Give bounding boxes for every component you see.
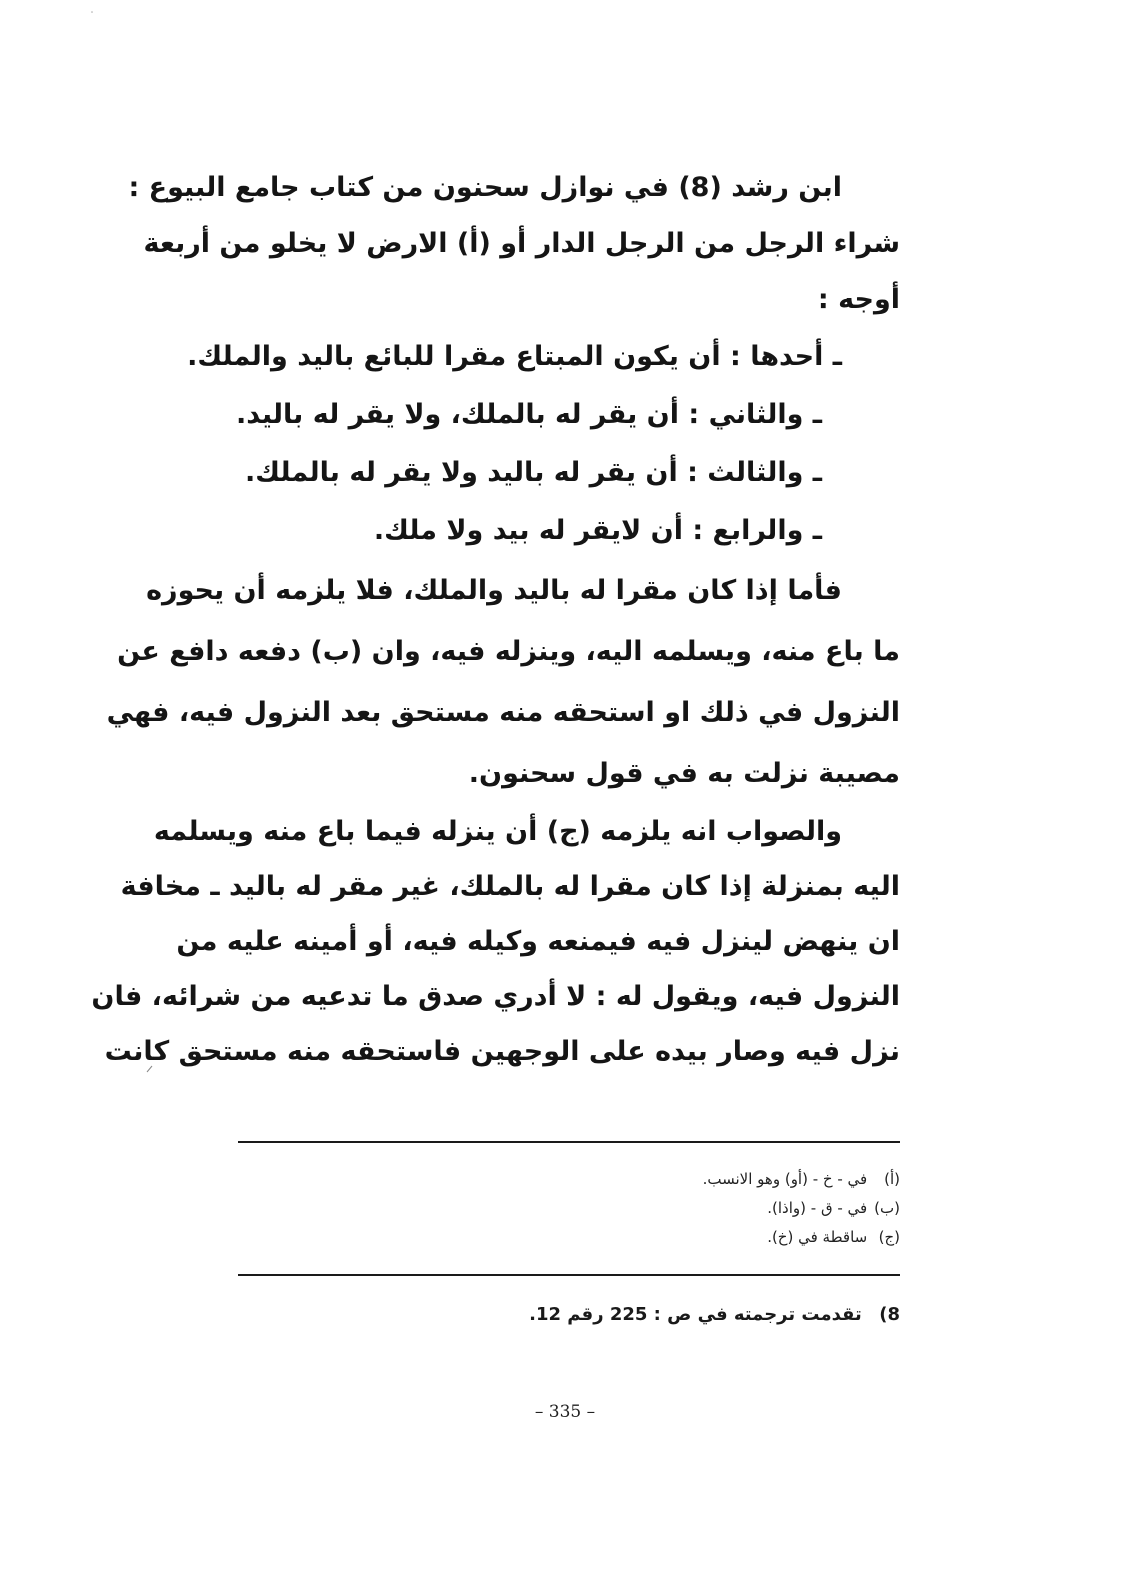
note-text: ساقطة في (خ).: [767, 1228, 868, 1246]
text-line: نزل فيه وصار بيده على الوجهين فاستحقه منه مستحق كانت: [104, 1036, 900, 1067]
text-line: اليه بمنزلة إذا كان مقرا له بالملك، غير مقر له باليد ـ مخافة: [120, 871, 900, 902]
text-line: النزول فيه، ويقول له : لا أدري صدق ما تدعيه من شرائه، فان: [91, 981, 900, 1012]
footnote-text: تقدمت ترجمته في ص : 225 رقم 12.: [529, 1304, 862, 1325]
text-line: فأما إذا كان مقرا له باليد والملك، فلا يلزمه أن يحوزه: [146, 575, 842, 606]
text-line: أوجه :: [817, 284, 900, 315]
page-number: – 335 –: [534, 1402, 596, 1422]
footnote-mark: 8): [879, 1304, 900, 1325]
text-line: ما باع منه، ويسلمه اليه، وينزله فيه، وان (ب) دفعه دافع عن: [117, 636, 900, 667]
list-item: ـ والثالث : أن يقر له باليد ولا يقر له بالملك.: [245, 457, 822, 488]
text-line: ان ينهض لينزل فيه فيمنعه وكيله فيه، أو أمينه عليه من: [176, 926, 900, 957]
scan-speck: [147, 1066, 152, 1072]
list-item: ـ والثاني : أن يقر له بالملك، ولا يقر له باليد.: [236, 399, 822, 430]
text-line: مصيبة نزلت به في قول سحنون.: [468, 758, 900, 789]
text-line: ابن رشد (8) في نوازل سحنون من كتاب جامع البيوع :: [128, 172, 842, 203]
scan-speck: [91, 11, 93, 13]
text-line: والصواب انه يلزمه (ج) أن ينزله فيما باع منه ويسلمه: [153, 816, 842, 847]
note-mark: (ج): [878, 1228, 900, 1246]
list-item: ـ أحدها : أن يكون المبتاع مقرا للبائع باليد والملك.: [187, 341, 842, 372]
text-line: النزول في ذلك او استحقه منه مستحق بعد النزول فيه، فهي: [106, 697, 900, 728]
note-text: في - ق - (واذا).: [767, 1199, 868, 1217]
text-line: شراء الرجل من الرجل الدار أو (أ) الارض لا يخلو من أربعة: [143, 228, 900, 259]
note-mark: (أ): [884, 1170, 900, 1188]
list-item: ـ والرابع : أن لايقر له بيد ولا ملك.: [373, 515, 822, 546]
note-text: في - خ - (أو) وهو الانسب.: [702, 1170, 868, 1188]
note-mark: (ب): [874, 1199, 900, 1217]
